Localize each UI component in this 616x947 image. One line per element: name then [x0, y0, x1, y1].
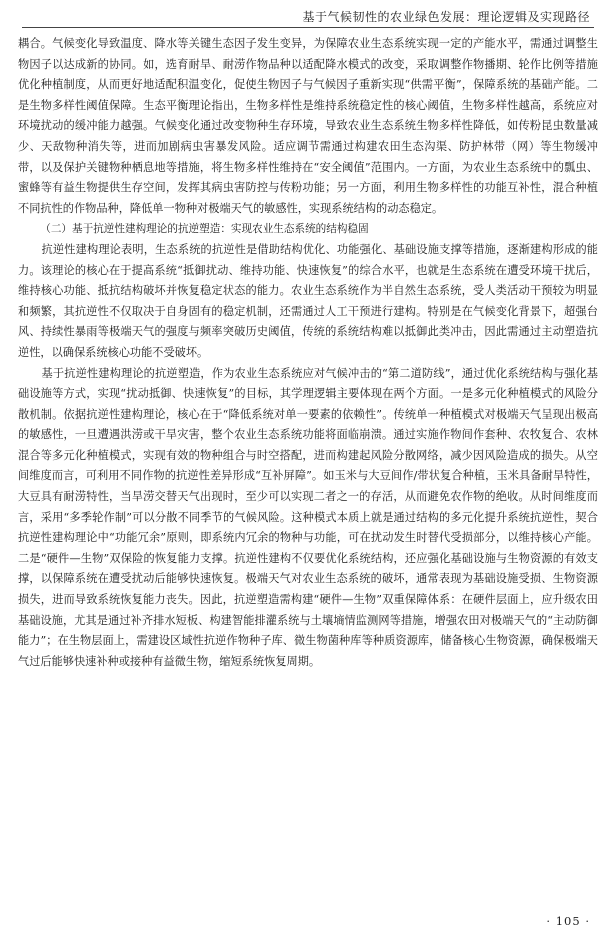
paragraph: 抗逆性建构理论表明，生态系统的抗逆性是借助结构优化、功能强化、基础设施支撑等措施，逐渐建构形成的能力。该理论的核心在于提高系统“抵御扰动、维持功能、快速恢复”的综合水平，也就是生态系统在遭受环境干扰后，维持核心功能、抵抗结构破坏并恢复稳定状态的能力。农业生态系统作为半自然生态系统，受人类活动干预较为明显和频繁，其抗逆性不仅取决于自身固有的稳定机制，还需通过人工干预进行建构。特别是在气候变化背景下，超强台风、持续性暴雨等极端天气的强度与频率突破历史阈值，传统的系统结构难以抵御此类冲击，因此需通过主动塑造抗逆性，以确保系统核心功能不受破坏。: [18, 242, 598, 359]
page-number: · 105 ·: [546, 914, 590, 928]
running-title: 基于气候韧性的农业绿色发展：理论逻辑及实现路径: [302, 10, 590, 24]
paragraph: 基于抗逆性建构理论的抗逆塑造，作为农业生态系统应对气候冲击的“第二道防线”，通过优化系统结构与强化基础设施等方式，实现“扰动抵御、快速恢复”的目标，其学理逻辑主要体现在两个方面。一是多元化种植模式的风险分散机制。依据抗逆性建构理论，核心在于“降低系统对单一要素的依赖性”。传统单一种植模式对极端天气呈现出极高的敏感性，一旦遭遇洪涝或干旱灾害，整个农业生态系统功能将面临崩溃。通过实施作物间作套种、农牧复合、农林混合等多元化种植模式，实现有效的物种组合与时空搭配，进而构建起风险分散网络，减少因风险造成的损失。从空间维度而言，可利用不同作物的抗逆性差异形成“互补屏障”。如玉米与大豆间作/带状复合种植，玉米具备耐旱特性，大豆具有耐涝特性，当旱涝交替天气出现时，至少可以实现二者之一的存活，从而避免农作物的绝收。从时间维度而言，采用“多季轮作制”可以分散不同季节的气候风险。这种模式本质上就是通过结构的多元化提升系统抗逆性，契合抗逆性建构理论中“功能冗余”原则，即系统内冗余的物种与功能，可在扰动发生时替代受损部分，以维持核心产能。二是“硬件—生物”双保险的恢复能力支撑。抗逆性建构不仅要优化系统结构，还应强化基础设施与生物资源的有效支撑，以保障系统在遭受扰动后能够快速恢复。极端天气对农业生态系统的破坏，通常表现为基础设施受损、生物资源损失，进而导致系统恢复能力丧失。因此，抗逆塑造需构建“硬件—生物”双重保障体系：在硬件层面上，应升级农田基础设施，尤其是通过补齐排水短板、构建智能排灌系统与土壤墒情监测网等措施，增强农田对极端天气的“主动防御能力”；在生物层面上，需建设区域性抗逆作物种子库、微生物菌种库等种质资源库，储备核心生物资源，确保极端天气过后能够快速补种或接种有益微生物，缩短系统恢复周期。: [18, 366, 598, 668]
article-body: [18, 34, 598, 672]
running-header: [0, 0, 616, 28]
section-heading: （二）基于抗逆性建构理论的抗逆塑造：实现农业生态系统的结构稳固: [40, 223, 369, 236]
header-rule: [22, 27, 594, 28]
paragraph-continued: 耦合。气候变化导致温度、降水等关键生态因子发生变异，为保障农业生态系统实现一定的产能水平，需通过调整生物因子以达成新的协同。如，选育耐旱、耐涝作物品种以适配降水模式的改变，采取调整作物播期、轮作比例等措施优化种植制度，从而更好地适配积温变化，促使生物因子与气候因子重新实现“供需平衡”，保障系统的基础产能。二是生物多样性阈值保障。生态平衡理论指出，生物多样性是维持系统稳定性的核心阈值，生物多样性越高，系统应对环境扰动的缓冲能力越强。气候变化通过改变物种生存环境，导致农业生态系统生物多样性降低，如传粉昆虫数量减少、天敌物种消失等，进而加剧病虫害暴发风险。适应调节需通过构建农田生态沟渠、防护林带（网）等生物缓冲带，以及保护关键物种栖息地等措施，将生物多样性维持在“安全阈值”范围内。一方面，为农业生态系统中的瓢虫、蜜蜂等有益生物提供生存空间，发挥其病虫害防控与传粉功能；另一方面，利用生物多样性的功能互补性，混合种植不同抗性的作物品种，降低单一物种对极端天气的敏感性，实现系统结构的动态稳定。: [18, 37, 598, 215]
